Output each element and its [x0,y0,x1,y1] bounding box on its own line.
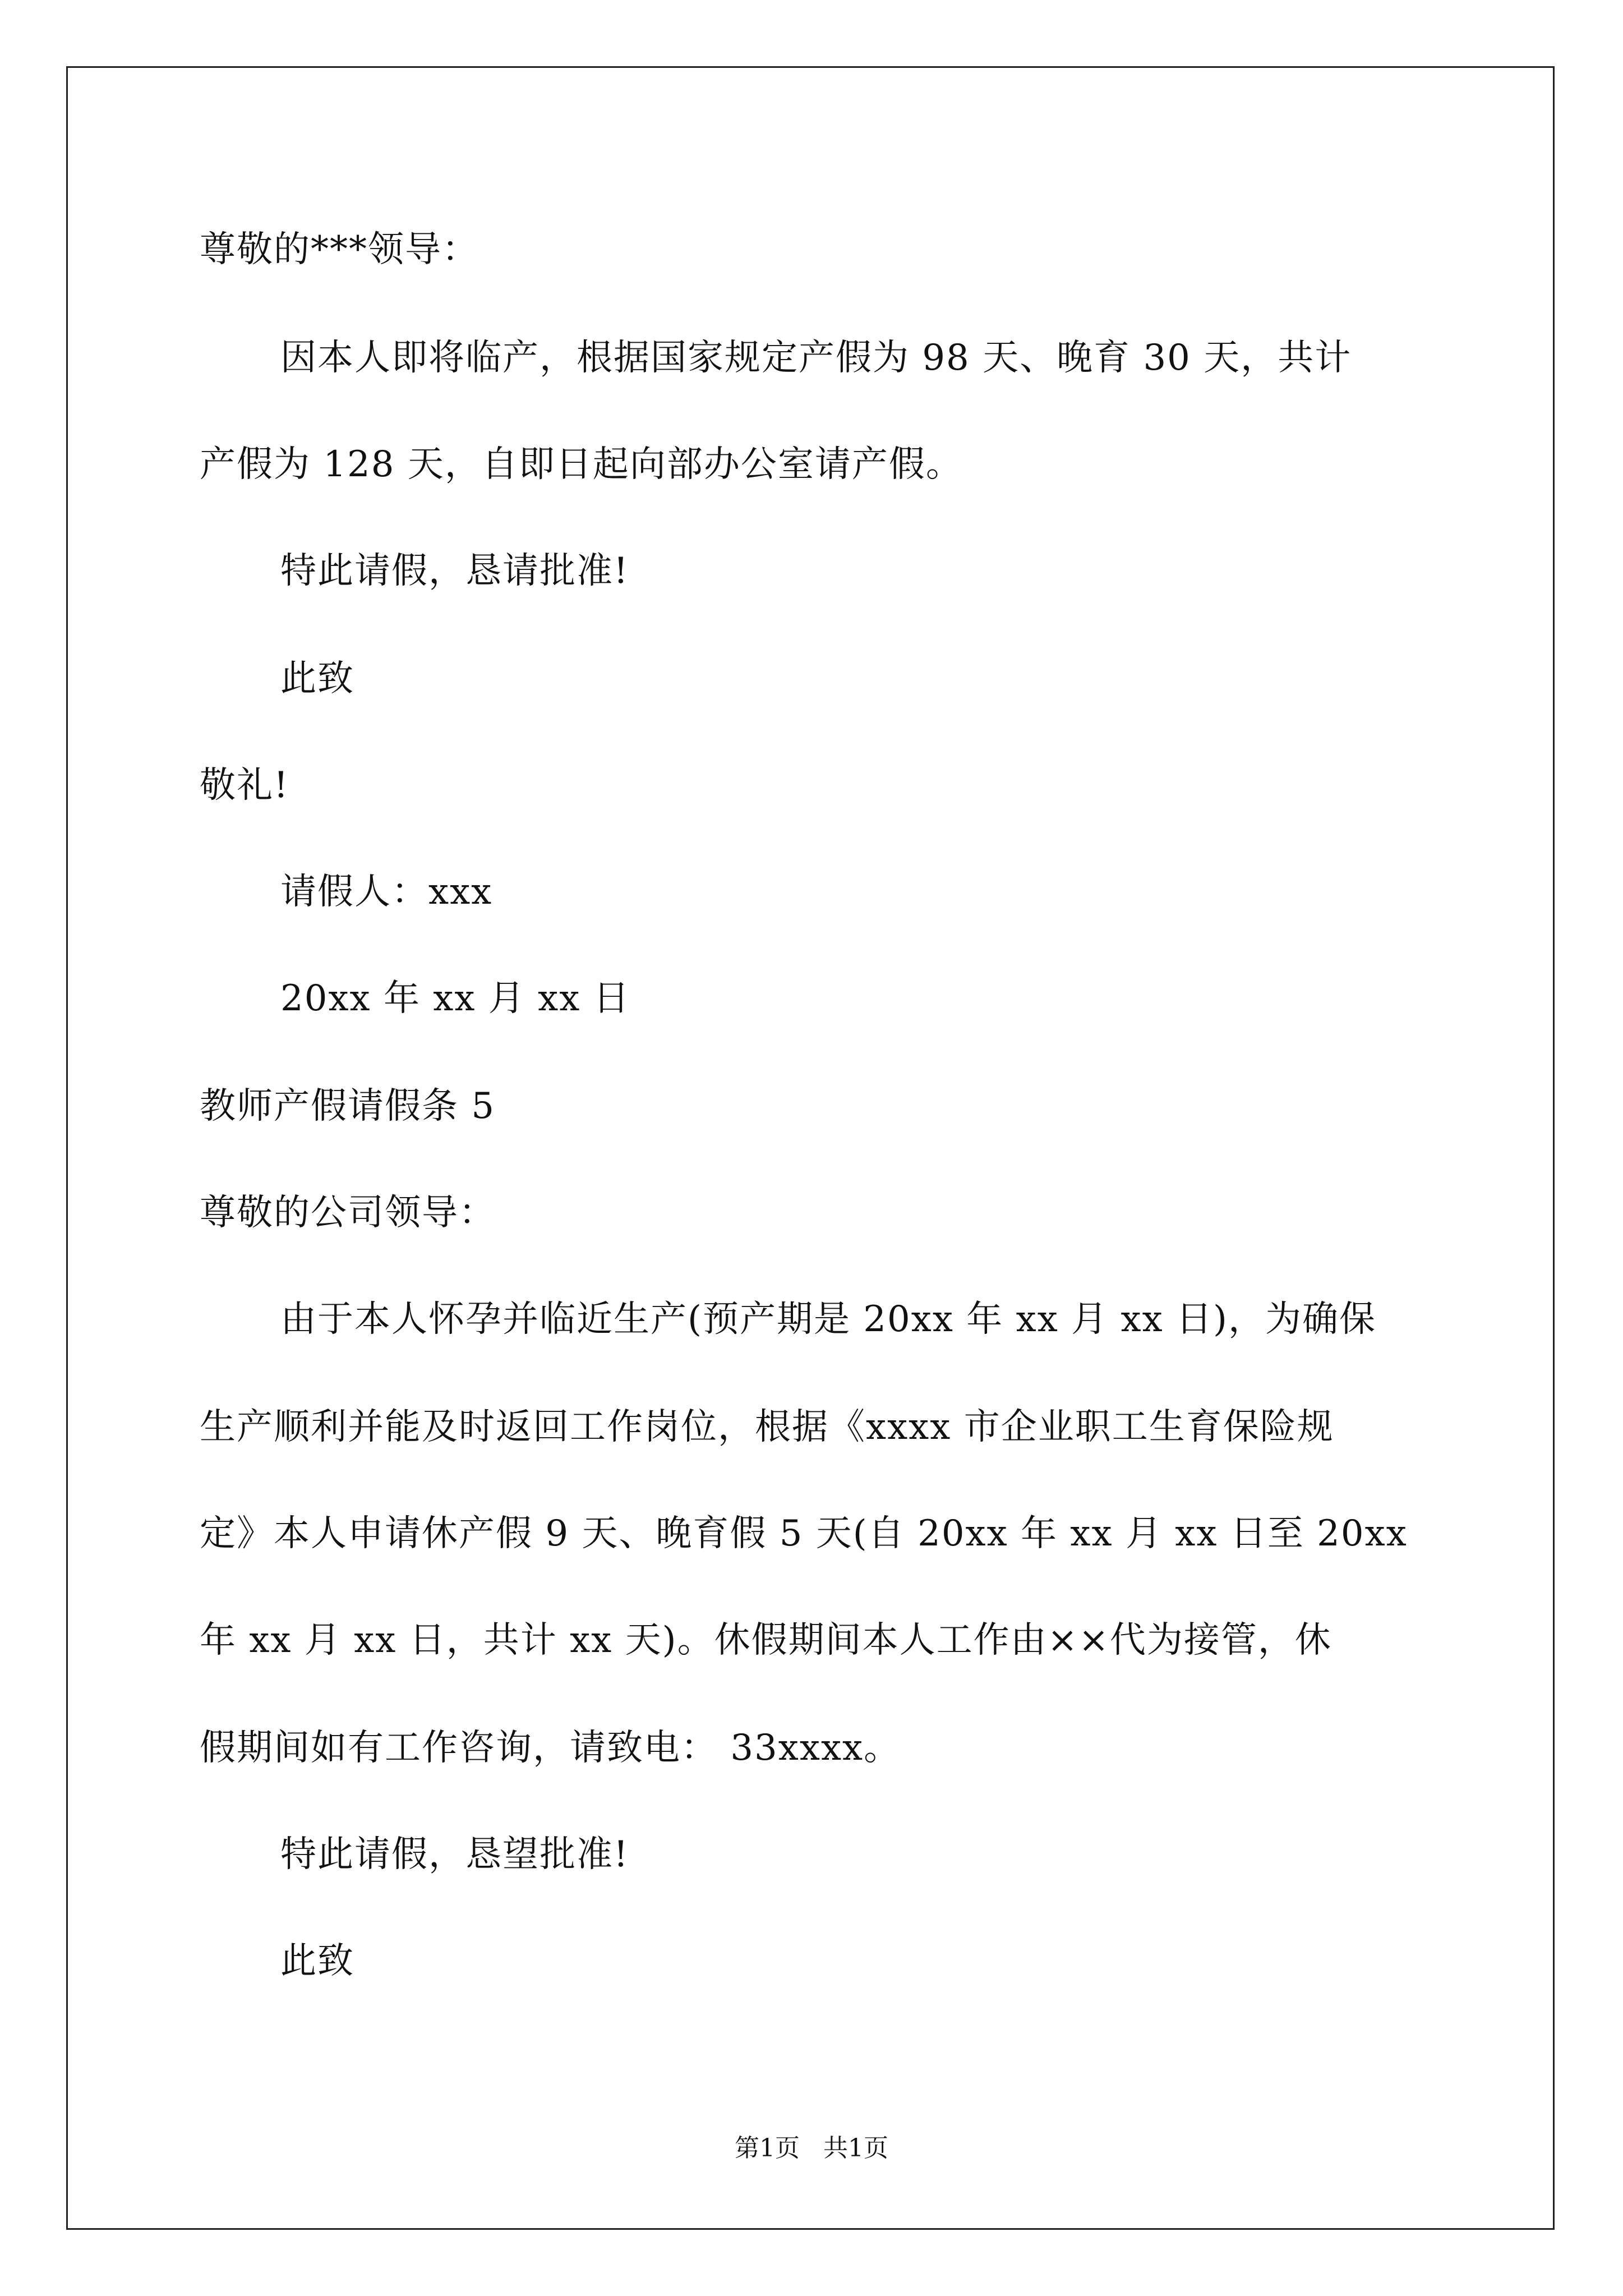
paragraph-line: 产假为 128 天，自即日起向部办公室请产假。 [200,444,963,485]
paragraph-line: 生产顺利并能及时返回工作岗位，根据《xxxx 市企业职工生育保险规 [200,1406,1334,1448]
paragraph-line: 由于本人怀孕并临近生产(预产期是 20xx 年 xx 月 xx 日)，为确保 [280,1299,1376,1340]
closing-line: 此致 [280,658,354,700]
page-number: 第1页 共1页 [735,2134,888,2162]
paragraph-line: 年 xx 月 xx 日，共计 xx 天)。休假期间本人工作由××代为接管，休 [200,1619,1332,1661]
signature-line: 请假人：xxx [280,871,493,913]
section-title: 教师产假请假条 5 [200,1085,496,1127]
page-border [66,66,1555,2230]
paragraph-line: 定》本人申请休产假 9 天、晚育假 5 天(自 20xx 年 xx 月 xx 日至 20xx [200,1513,1408,1554]
closing-line: 此致 [280,1940,354,1982]
paragraph-line: 假期间如有工作咨询，请致电： 33xxxx。 [200,1727,901,1769]
salutation: 尊敬的公司领导： [200,1192,496,1234]
request-line: 特此请假，恳望批准! [280,1834,629,1875]
paragraph-line: 因本人即将临产，根据国家规定产假为 98 天、晚育 30 天，共计 [280,337,1352,379]
date-line: 20xx 年 xx 月 xx 日 [280,978,630,1019]
salutation: 尊敬的***领导： [200,229,479,270]
request-line: 特此请假，恳请批准! [280,550,629,592]
closing-line: 敬礼! [200,765,289,806]
